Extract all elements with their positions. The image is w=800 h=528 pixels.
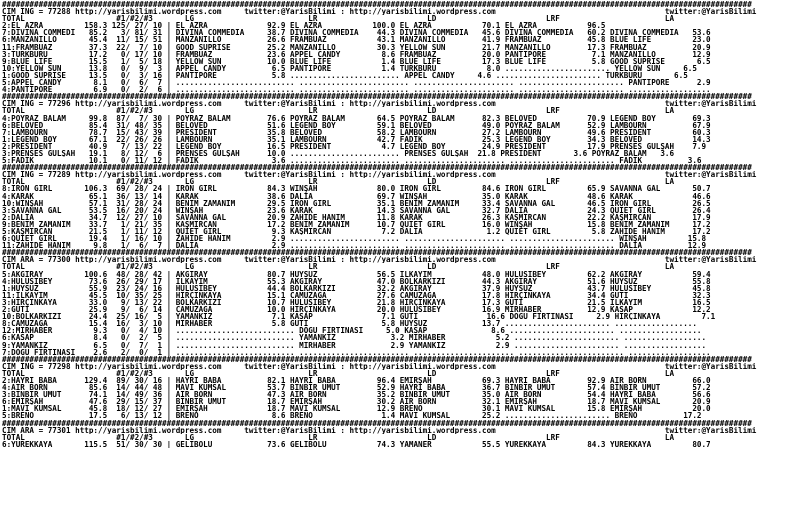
separator-line: #################################################################################################################################################################### [2, 1, 752, 9]
runner-row: 11:ZAHIDE HANIM 9.8 1/ 6/ 7 | DALIA 2.9 ........................ ...................... ....................... DALIA 12.9 [2, 242, 707, 250]
runner-row: 4:POYRAZ BALAM 99.8 87/ 7/ 30 | POYRAZ BALAM 76.6 POYRAZ BALAM 64.5 POYRAZ BALAM 82.3 BELOVED 70.9 LEGEND BOY 69.3 [2, 114, 711, 122]
runner-row: 2:DALIA 34.7 12/ 27/ 10 | SAVANNA GAL 20.9 ZAHIDE HANIM 11.8 KARAK 26.3 KAŞMIRCAN 22.2 KAŞMIRCAN 17.9 [2, 213, 711, 221]
column-header: TOTAL #1/#2/#3 LG LR LD LRF LA [2, 178, 675, 186]
runner-row: 6:QUIET GIRL 19.4 1/ 16/ 10 | ZAHIDE HANIM 2.9 ........................ ...................... ....................... WINŞAH 15.8 [2, 235, 707, 243]
runner-row: 5:FADIK 10.1 0/ 11/ 12 | FADIK 3.6 ........................ ...................... ....................... FADIK 3.6 [2, 157, 702, 165]
runner-row: 7:DIVINA COMMEDI 85.2 3/ 81/ 31 | DIVINA COMMEDIA 38.7 DIVINA COMMEDIA 44.3 DIVINA COMMEDIA 45.6 DIVINA COMMEDIA 60.2 DIVINA COMMEDIA 53.6 [2, 29, 711, 37]
runner-row: 6:MANZANILLO 45.4 11/ 15/ 51 | MANZANILLO 26.6 FRAMBUAZ 43.1 MANZANILLO 41.9 FRAMBUAZ 45.8 BLUE LIFE 23.0 [2, 36, 711, 44]
runner-row: 9:YAMANKIZ 6.5 0/ 7/ 1 | .......................... MIRHABER 2.9 YAMANKIZ 2.9 ....................... .................. [2, 341, 707, 349]
race-header: CIM ING = 77288 http://yarisbilimi.wordpress.com twitter:@YarisBilimi : http://yarisbilimi.wordpress.com twitter:@YarisBilimi [2, 8, 757, 16]
race-header: CIM ING = 77289 http://yarisbilimi.wordpress.com twitter:@YarisBilimi : http://yarisbilimi.wordpress.com twitter:@YarisBilimi [2, 171, 757, 179]
runner-row: 7:LAMBOURN 78.7 15/ 43/ 39 | PRESIDENT 35.8 BELOVED 58.2 LAMBOURN 27.2 LAMBOURN 49.6 PRESIDENT 60.3 [2, 128, 711, 136]
runner-row: 7:DOĞU FIRTINASI 2.6 2/ 0/ 1 | .......................... ........................ ...................... ....................... .................. [2, 348, 711, 356]
race-header: CIM ING = 77296 http://yarisbilimi.wordpress.com twitter:@YarisBilimi : http://yarisbilimi.wordpress.com twitter:@YarisBilimi [2, 100, 757, 108]
runner-row: 1:HUYSUZ 55.9 23/ 24/ 16 | HULUSIBEY 44.4 BOLKARKIZI 32.2 AKGIRAY 37.9 HUYSUZ 43.7 HULUSIBEY 45.8 [2, 284, 711, 292]
runner-row: 2:PRESIDENT 40.9 7/ 13/ 22 | LEGEND BOY 16.5 PRESIDENT 4.7 LEGEND BOY 24.9 PRESIDENT 17.9 PRENSES GÜLŞAH 7.9 [2, 142, 707, 150]
race-header: CIM ARA = 77301 http://yarisbilimi.wordpress.com twitter:@YarisBilimi : http://yarisbilimi.wordpress.com twitter:@YarisBilimi [2, 426, 757, 434]
runner-row: 5:KAŞMIRCAN 21.5 1/ 11/ 12 | QUIET GIRL 9.3 KAŞMIRCAN 7.2 DALIA 1.2 QUIET GIRL 5.8 ZAHIDE HANIM 17.2 [2, 228, 711, 236]
runner-row: 3:BINBIR UMUT 74.1 14/ 49/ 36 | AIR BORN 47.3 AIR BORN 35.2 BINBIR UMUT 35.0 AIR BORN 54.4 HAYRI BABA 56.6 [2, 391, 711, 399]
runner-row: 8:CAMUZAĞA 15.4 16/ 3/ 10 | MIRHABER 5.8 GUTİ 5.8 HUYSUZ 13.7 ....................... .................. [2, 320, 697, 328]
runner-row: 10:WINŞAH 57.1 31/ 28/ 24 | BENIM ZAMANIM 29.5 IRON GIRL 35.1 BENIM ZAMANIM 33.4 SAVANNA GAL 46.5 IRON GIRL 26.5 [2, 199, 711, 207]
column-header: TOTAL #1/#2/#3 LG LR LD LRF LA [2, 263, 675, 271]
runner-row: 3:PRENSES GÜLŞAH 19.1 8/ 12/ 6 | PRENSES GÜLŞAH 10.0 ........................ PRENSES GÜLŞAH 21.8 PRESIDENT 3.6 POYRAZ BALAM 3.6 [2, 149, 675, 158]
runner-row: 4:HULUSIBEY 73.6 26/ 29/ 17 | İLKAYIM 55.3 AKGIRAY 47.0 BOLKARKIZI 44.3 AKGIRAY 51.6 HUYSUZ 55.8 [2, 277, 711, 285]
runner-row: 4:AIR BORN 85.6 14/ 44/ 48 | MAVI KUMSAL 53.7 BINBIR UMUT 52.9 HAYRI BABA 36.7 BINBIR UMUT 57.4 BINBIR UMUT 57.2 [2, 384, 711, 392]
column-header: TOTAL #1/#2/#3 LG LR LD LRF LA [2, 433, 675, 441]
runner-row: 1:LEGEND BOY 67.1 22/ 26/ 26 | LAMBOURN 35.1 LAMBOURN 42.7 FADIK 25.3 LEGEND BOY 34.3 BELOVED 14.3 [2, 135, 711, 143]
runner-row: 2:GUTİ 25.9 9/ 6/ 14 | CAMUZAĞA 10.0 HIRÇINKAYA 20.0 HULUSIBEY 16.9 MIRHABER 12.9 KASAP 12.2 [2, 306, 711, 314]
runner-row: 11:İLKAYIM 45.5 10/ 35/ 25 | HIRÇINKAYA 15.1 CAMUZAĞA 27.6 CAMUZAĞA 17.8 HIRÇINKAYA 34.4 GUTİ 32.3 [2, 291, 711, 299]
runner-row: 12:MIRHABER 9.3 0/ 4/ 10 | .......................... DOĞU FIRTINASI 5.0 KASAP 8.6 ....................... .................. [2, 327, 702, 335]
runner-row: 2:EL AZRA 158.3 125/ 27/ 10 | EL AZRA 92.9 EL AZRA 100.0 EL AZRA 70.1 EL AZRA 96.5 [2, 22, 606, 30]
runner-row: 9:BLUE LIFE 15.5 1/ 5/ 18 | YELLOW SUN 10.0 BLUE LIFE 1.4 BLUE LIFE 17.3 BLUE LIFE 5.8 GOOD SUPRISE 6.5 [2, 57, 711, 65]
runner-row: 9:BENIM ZAMANIM 33.7 1/ 21/ 35 | KAŞMIRCAN 17.2 BENIM ZAMANIM 10.7 QUIET GIRL 16.0 WINŞAH 15.8 BENIM ZAMANIM 17.2 [2, 220, 711, 228]
runner-row: 5:BRENO 17.5 6/ 13/ 12 | BRENO 8.6 BRENO 1.4 MAVI KUMSAL 25.2 ....................... BRENO 17.2 [2, 412, 702, 420]
runner-row: 10:BOLKARKIZI 24.4 25/ 16/ 5 | YAMANKIZ 7.1 KASAP 7.1 GUTİ 16.6 DOĞU FIRTINASI 2.9 HIRÇINKAYA 7.1 [2, 313, 716, 321]
separator-line: #################################################################################################################################################################### [2, 164, 752, 172]
runner-row: 1:GOOD SUPRISE 13.5 0/ 3/ 16 | PANTIPORE 5.8 ........................ APPEL CANDY 4.6 ....................... TURKBURU 6.5 [2, 71, 688, 80]
runner-row: 2:HAYRI BABA 129.4 89/ 30/ 16 | HAYRI BABA 82.1 HAYRI BABA 96.4 EMIRŞAH 69.3 HAYRI BABA 92.9 AIR BORN 66.0 [2, 376, 711, 385]
runner-row: 3:SAVANNA GAL 53.5 16/ 20/ 24 | WINŞAH 23.6 KARAK 14.3 SAVANNA GAL 32.7 DALIA 24.3 QUIET GIRL 26.4 [2, 206, 711, 214]
runner-row: 3:HIRÇINKAYA 33.0 9/ 13/ 22 | BOLKARKIZI 10.7 HULUSIBEY 21.8 HIRÇINKAYA 17.3 GUTİ 21.5 İLKAYIM 16.5 [2, 298, 711, 307]
separator-line: #################################################################################################################################################################### [2, 419, 752, 427]
runner-row: 6:KASAP 8.4 0/ 2/ 5 | .......................... YAMANKIZ 3.2 MIRHABER 5.2 ....................... .................. [2, 334, 707, 342]
runner-row: 8:IRON GIRL 106.3 69/ 28/ 24 | IRON GIRL 84.3 WINŞAH 80.0 IRON GIRL 84.6 IRON GIRL 65.9 SAVANNA GAL 50.7 [2, 185, 711, 193]
runner-row: 10:YELLOW SUN 13.8 0/ 9/ 3 | APPEL CANDY 6.5 PANTIPORE 1.4 TURKBURU 8.0 ....................... YELLOW SUN 6.5 [2, 64, 697, 72]
race-header: CIM ING = 77298 http://yarisbilimi.wordpress.com twitter:@YarisBilimi : http://yarisbilimi.wordpress.com twitter:@YarisBilimi [2, 362, 757, 370]
separator-line: #################################################################################################################################################################### [2, 355, 752, 363]
runner-row: 6:BELOVED 85.4 31/ 48/ 35 | BELOVED 51.6 LEGEND BOY 59.1 BELOVED 49.0 POYRAZ BALAM 52.9 LAMBOURN 67.9 [2, 121, 711, 129]
runner-row: 5:APPEL CANDY 8.1 0/ 6/ 7 | .......................... ........................ ...................... ....................... PANTIPORE 2.9 [2, 79, 711, 87]
runner-row: 5:AKGIRAY 100.6 48/ 28/ 42 | AKGIRAY 80.7 HUYSUZ 56.5 İLKAYIM 48.0 HULUSIBEY 62.2 AKGIRAY 59.4 [2, 270, 711, 278]
separator-line: #################################################################################################################################################################### [2, 93, 752, 101]
race-header: CIM ARA = 77300 http://yarisbilimi.wordpress.com twitter:@YarisBilimi : http://yarisbilimi.wordpress.com twitter:@YarisBilimi [2, 256, 757, 264]
runner-row: 3:TURKBURU 17.2 0/ 17/ 10 | FRAMBUAZ 23.6 APPEL CANDY 8.6 FRAMBUAZ 20.0 PANTIPORE 7.1 MANZANILLO 12.9 [2, 50, 711, 58]
runner-row: 1:MAVI KUMSAL 45.8 18/ 12/ 27 | EMIRŞAH 18.7 MAVI KUMSAL 12.9 BRENO 30.1 MAVI KUMSAL 15.8 EMIRŞAH 20.0 [2, 405, 711, 413]
separator-line: #################################################################################################################################################################### [2, 249, 752, 257]
runner-row: 4:KARAK 65.1 36/ 13/ 14 | KARAK 38.6 DALIA 69.7 WINŞAH 35.0 KARAK 48.6 KARAK 46.6 [2, 192, 711, 200]
runner-row: 4:PANTIPORE 6.9 0/ 2/ 6 | .......................... ........................ ...................... ....................... .................. [2, 86, 711, 94]
column-header: TOTAL #1/#2/#3 LG LR LD LRF LA [2, 107, 675, 115]
runner-row: 11:FRAMBUAZ 37.3 22/ 7/ 10 | GOOD SUPRISE 25.2 MANZANILLO 30.3 YELLOW SUN 21.7 MANZANILLO 17.3 FRAMBUAZ 20.9 [2, 43, 711, 51]
column-header: TOTAL #1/#2/#3 LG LR LD LRF LA [2, 15, 675, 23]
runner-row: 6:EMIRŞAH 47.6 29/ 15/ 37 | BINBIR UMUT 18.7 EMIRŞAH 30.2 AIR BORN 32.1 EMIRŞAH 18.7 MAVI KUMSAL 20.9 [2, 398, 711, 406]
column-header: TOTAL #1/#2/#3 LG LR LD LRF LA [2, 369, 675, 377]
runner-row: 6:YÜREKKAYA 115.5 51/ 30/ 30 | GELIBOLU 73.6 GELIBOLU 74.3 YAMANER 55.5 YÜREKKAYA 84.3 YÜREKKAYA 80.7 [2, 440, 711, 448]
